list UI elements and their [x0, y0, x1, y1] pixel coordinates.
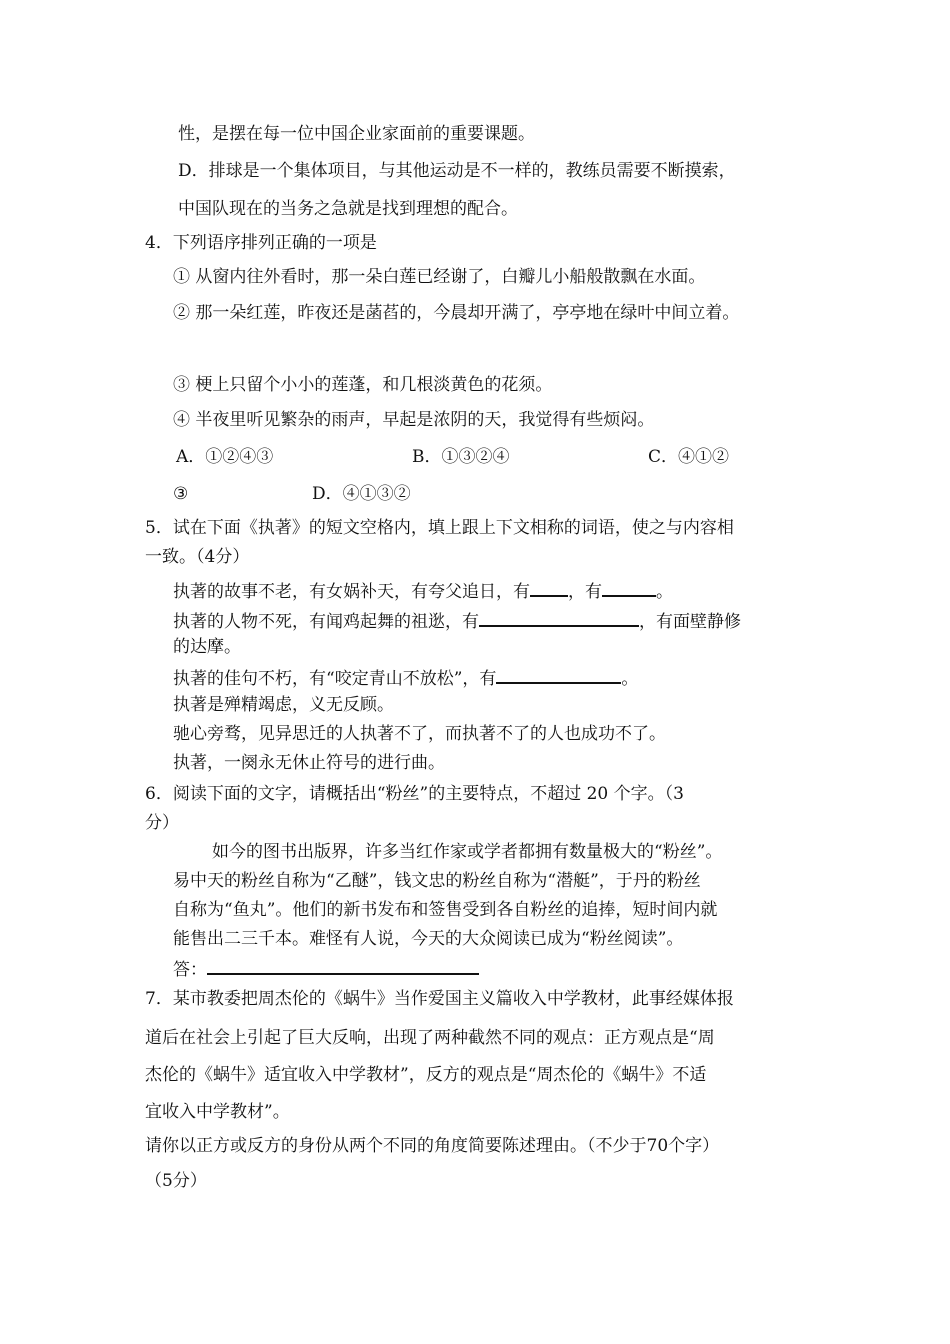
q5-line-4: 执著是殚精竭虑，义无反顾。 [173, 695, 394, 715]
q4-option-d: D．④①③② [312, 484, 411, 504]
q4-sentence-2: ② 那一朵红莲，昨夜还是菡萏的，今晨却开满了，亭亭地在绿叶中间立着。 [173, 303, 740, 323]
q5-line-3: 执著的佳句不朽，有“咬定青山不放松”，有 。 [173, 669, 639, 689]
q6-passage-line2: 易中天的粉丝自称为“乙醚”，钱文忠的粉丝自称为“潜艇”，于丹的粉丝 [173, 871, 701, 891]
q6-passage-line4: 能售出二三千本。难怪有人说，今天的大众阅读已成为“粉丝阅读”。 [173, 929, 684, 949]
q5-blank-4[interactable] [496, 668, 621, 684]
q6-answer-label: 答： [173, 960, 207, 980]
q5-stem-line1: 5．试在下面《执著》的短文空格内，填上跟上下文相称的词语，使之与内容相 [145, 518, 734, 538]
q4-option-a: A．①②④③ [176, 447, 274, 467]
q6-stem-line1: 6．阅读下面的文字，请概括出“粉丝”的主要特点，不超过 20 个字。（3 [145, 784, 684, 804]
q6-answer-blank[interactable] [207, 959, 479, 975]
q4-stem: 4．下列语序排列正确的一项是 [145, 233, 377, 253]
q3-option-c-continuation: 性，是摆在每一位中国企业家面前的重要课题。 [178, 124, 535, 144]
q4-option-b: B．①③②④ [412, 447, 510, 467]
q4-sentence-4: ④ 半夜里听见繁杂的雨声，早起是浓阴的天，我觉得有些烦闷。 [173, 410, 655, 430]
q6-passage-line1: 如今的图书出版界，许多当红作家或学者都拥有数量极大的“粉丝”。 [212, 842, 723, 862]
q4-sentence-3: ③ 梗上只留个小小的莲蓬，和几根淡黄色的花须。 [173, 375, 553, 395]
q5-line-5: 驰心旁骛，见异思迁的人执著不了，而执著不了的人也成功不了。 [173, 724, 666, 744]
q7-line1: 7．某市教委把周杰伦的《蜗牛》当作爱国主义篇收入中学教材，此事经媒体报 [145, 989, 734, 1009]
q5-blank-3[interactable] [479, 611, 639, 627]
q3-option-d-line2: 中国队现在的当务之急就是找到理想的配合。 [178, 199, 518, 219]
q5-line-2-continuation: 的达摩。 [173, 637, 241, 657]
q6-passage-line3: 自称为“鱼丸”。他们的新书发布和签售受到各自粉丝的追捧，短时间内就 [173, 900, 718, 920]
q7-line2: 道后在社会上引起了巨大反响，出现了两种截然不同的观点：正方观点是“周 [145, 1028, 715, 1048]
q7-line4: 宜收入中学教材”。 [145, 1102, 290, 1122]
q5-line-1: 执著的故事不老，有女娲补天，有夸父追日，有 ，有 。 [173, 582, 673, 602]
q6-stem-line2: 分） [145, 813, 179, 833]
q6-answer-line [173, 959, 479, 979]
q7-line6: （5分） [145, 1171, 207, 1191]
q4-option-c-continuation: ③ [173, 484, 189, 504]
q5-blank-2[interactable] [602, 581, 656, 597]
q7-line5: 请你以正方或反方的身份从两个不同的角度简要陈述理由。（不少于70个字） [145, 1136, 720, 1156]
q4-sentence-1: ① 从窗内往外看时，那一朵白莲已经谢了，白瓣儿小船般散飘在水面。 [173, 267, 706, 287]
q5-stem-line2: 一致。（4分） [145, 547, 250, 567]
q5-line-6: 执著，一阕永无休止符号的进行曲。 [173, 753, 445, 773]
q7-line3: 杰伦的《蜗牛》适宜收入中学教材”，反方的观点是“周杰伦的《蜗牛》不适 [145, 1065, 707, 1085]
q5-blank-1[interactable] [530, 581, 568, 597]
q3-option-d-line1: D．排球是一个集体项目，与其他运动是不一样的，教练员需要不断摸索， [178, 161, 736, 181]
q4-option-c: C．④①② [648, 447, 730, 467]
q5-line-2: 执著的人物不死，有闻鸡起舞的祖逖，有 ，有面壁静修 [173, 612, 741, 632]
